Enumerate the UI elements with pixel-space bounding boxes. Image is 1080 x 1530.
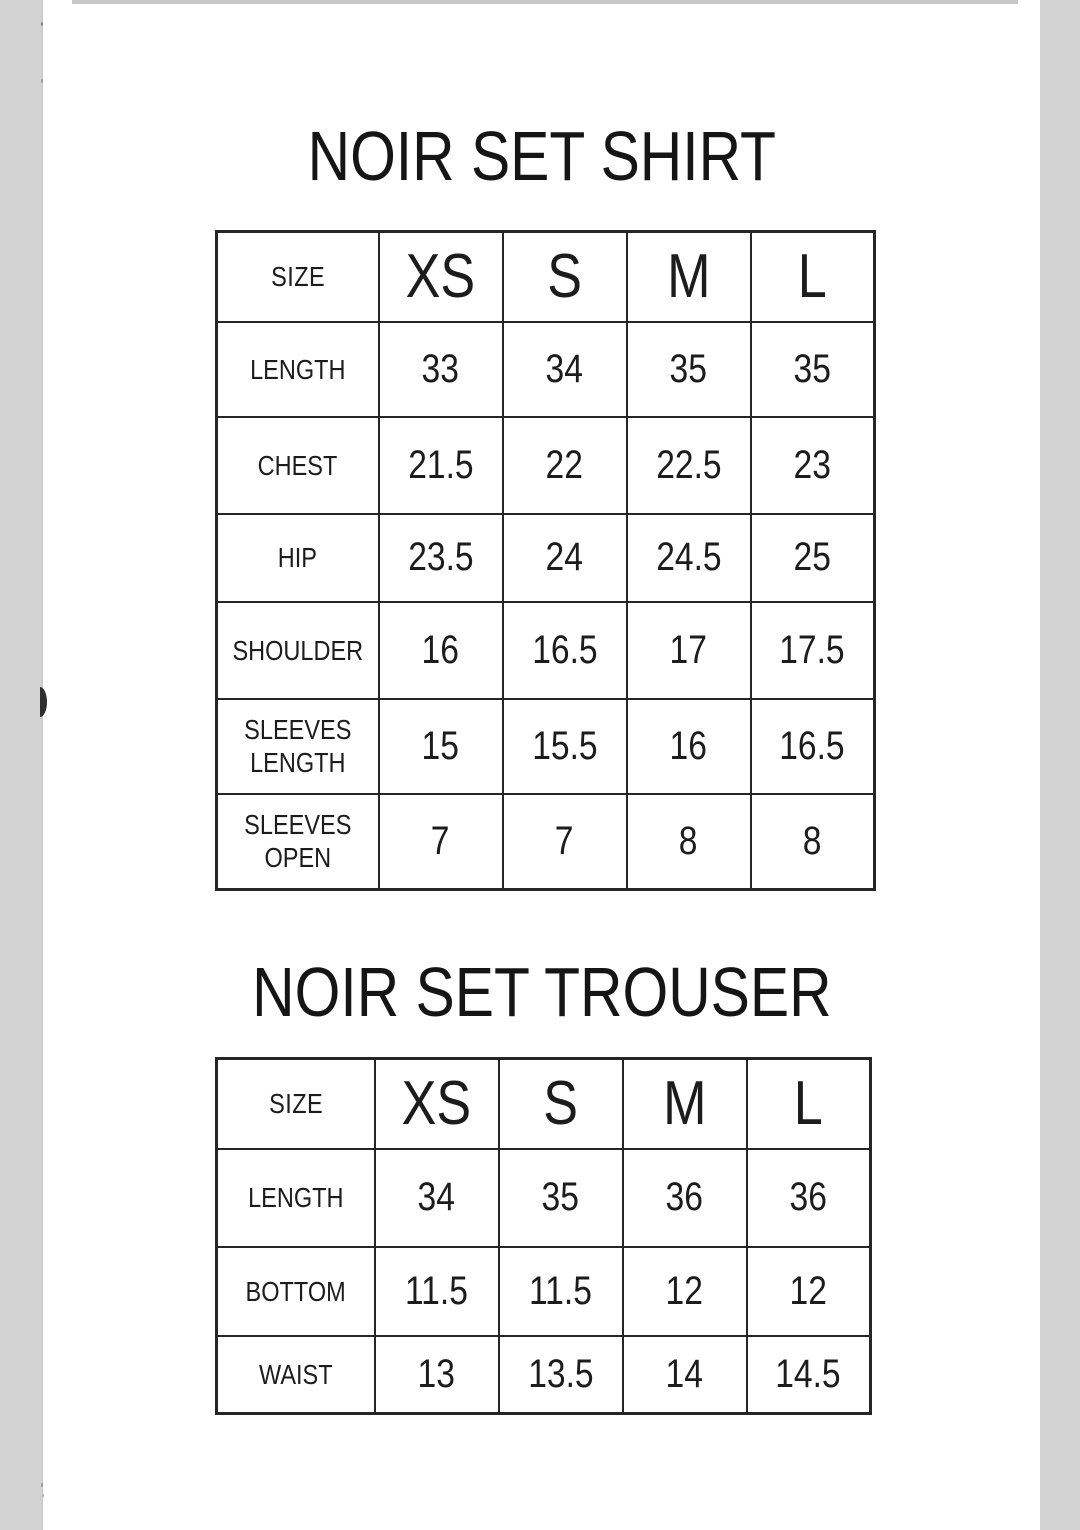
measurement-value-cell (751, 602, 875, 699)
measurement-value: 15.5 (531, 723, 598, 768)
table-row (217, 1149, 871, 1247)
measurement-label-cell (217, 417, 379, 514)
measurement-label-cell (217, 1149, 375, 1247)
measurement-value-cell (747, 1247, 871, 1336)
size-column-label: M (662, 1069, 707, 1139)
measurement-value: 23.5 (407, 535, 474, 579)
measurement-value: 11.5 (529, 1268, 592, 1313)
measurement-value-cell (375, 1247, 499, 1336)
measurement-value-cell (627, 417, 751, 514)
measurement-label-cell (217, 1336, 375, 1414)
measurement-label-cell (217, 1247, 375, 1336)
size-column-label: XS (405, 242, 476, 312)
table-row (217, 232, 875, 322)
size-column-header (747, 1059, 871, 1149)
table-row (217, 602, 875, 699)
size-column-label: S (543, 1069, 578, 1139)
trouser-section-title-text: NOIR SET TROUSER (251, 953, 832, 1031)
measurement-label: SHOULDER (232, 634, 364, 666)
size-corner-label: SIZE (268, 1087, 323, 1119)
measurement-value-cell (627, 794, 751, 890)
measurement-value-cell (503, 699, 627, 794)
measurement-label-cell (217, 699, 379, 794)
measurement-value-cell (751, 417, 875, 514)
measurement-value: 8 (679, 818, 698, 863)
measurement-value-cell (499, 1247, 623, 1336)
table-row (217, 322, 875, 417)
measurement-value: 12 (789, 1268, 827, 1313)
shirt-section-title-text: NOIR SET SHIRT (307, 117, 776, 195)
measurement-value-cell (375, 1149, 499, 1247)
measurement-value: 35 (541, 1175, 580, 1219)
measurement-value: 25 (793, 535, 832, 579)
size-corner-cell (217, 232, 379, 322)
scan-artifact-dot (42, 1494, 44, 1497)
measurement-value-cell (379, 699, 503, 794)
measurement-label: SLEEVES LENGTH (244, 714, 352, 778)
measurement-value-cell (623, 1149, 747, 1247)
measurement-label-cell (217, 322, 379, 417)
measurement-label-cell (217, 514, 379, 602)
measurement-label: WAIST (258, 1358, 333, 1390)
measurement-value: 22 (545, 442, 584, 487)
measurement-label: BOTTOM (245, 1275, 346, 1307)
measurement-value: 35 (669, 346, 708, 391)
measurement-value: 16 (669, 723, 708, 768)
measurement-value: 16.5 (779, 723, 846, 768)
measurement-label: SLEEVES OPEN (244, 809, 352, 874)
measurement-value: 14 (665, 1351, 704, 1396)
table-row (217, 699, 875, 794)
measurement-value-cell (627, 602, 751, 699)
size-corner-label: SIZE (270, 260, 325, 292)
measurement-value-cell (379, 322, 503, 417)
measurement-value: 14.5 (775, 1351, 841, 1396)
size-column-label: XS (401, 1069, 472, 1139)
measurement-value-cell (503, 417, 627, 514)
measurement-value-cell (379, 514, 503, 602)
scan-artifact-dot (41, 79, 43, 83)
measurement-value: 24 (545, 535, 584, 579)
measurement-value: 21.5 (407, 442, 474, 487)
scan-artifact-dot (41, 1483, 43, 1487)
measurement-value-cell (499, 1149, 623, 1247)
shirt-section-title (43, 116, 1040, 196)
measurement-value-cell (623, 1247, 747, 1336)
measurement-value-cell (751, 322, 875, 417)
size-column-label: L (793, 1069, 823, 1139)
size-column-header (375, 1059, 499, 1149)
size-column-label: L (797, 242, 827, 312)
measurement-value-cell (751, 794, 875, 890)
measurement-value-cell (627, 322, 751, 417)
measurement-label: LENGTH (248, 1182, 344, 1213)
measurement-value: 33 (421, 346, 460, 391)
measurement-value: 36 (789, 1175, 827, 1219)
measurement-value: 8 (802, 818, 822, 863)
table-row (217, 417, 875, 514)
measurement-label: LENGTH (250, 353, 346, 385)
measurement-value: 15 (421, 723, 460, 768)
measurement-value: 24.5 (655, 535, 722, 579)
measurement-value: 7 (555, 818, 574, 863)
table-row (217, 514, 875, 602)
measurement-value-cell (375, 1336, 499, 1414)
measurement-value: 16.5 (531, 627, 598, 672)
measurement-value: 12 (665, 1268, 704, 1313)
measurement-value: 22.5 (655, 442, 722, 487)
measurement-value-cell (627, 699, 751, 794)
measurement-value: 34 (545, 346, 584, 391)
trouser-section-title (43, 952, 1040, 1032)
measurement-value-cell (379, 602, 503, 699)
measurement-value-cell (503, 602, 627, 699)
measurement-value: 11.5 (405, 1268, 468, 1313)
size-column-label: M (666, 242, 711, 312)
page-top-edge-line (72, 0, 1018, 4)
measurement-value: 7 (431, 818, 450, 863)
measurement-value-cell (627, 514, 751, 602)
measurement-value-cell (379, 794, 503, 890)
measurement-value: 36 (665, 1175, 704, 1219)
size-column-header (627, 232, 751, 322)
measurement-value-cell (747, 1149, 871, 1247)
measurement-value: 17 (669, 627, 708, 672)
measurement-value-cell (751, 699, 875, 794)
measurement-label: HIP (278, 542, 318, 573)
size-column-header (379, 232, 503, 322)
measurement-value: 17.5 (779, 627, 846, 672)
measurement-value-cell (503, 514, 627, 602)
shirt-size-table (215, 230, 876, 891)
measurement-value: 35 (793, 346, 832, 391)
table-row (217, 1059, 871, 1149)
size-column-header (499, 1059, 623, 1149)
measurement-value: 16 (421, 627, 460, 672)
trouser-size-table (215, 1057, 872, 1415)
table-row (217, 1336, 871, 1414)
measurement-label: CHEST (257, 449, 338, 481)
measurement-value-cell (503, 794, 627, 890)
measurement-value-cell (499, 1336, 623, 1414)
measurement-label-cell (217, 794, 379, 890)
table-row (217, 794, 875, 890)
measurement-value: 34 (417, 1175, 456, 1219)
size-column-header (503, 232, 627, 322)
measurement-value: 13 (417, 1351, 456, 1396)
measurement-value: 13.5 (527, 1351, 594, 1396)
measurement-value-cell (379, 417, 503, 514)
size-corner-cell (217, 1059, 375, 1149)
measurement-value-cell (751, 514, 875, 602)
table-row (217, 1247, 871, 1336)
size-column-header (623, 1059, 747, 1149)
scanned-page (43, 0, 1040, 1530)
scan-artifact-dot (41, 22, 43, 26)
size-column-header (751, 232, 875, 322)
measurement-value-cell (623, 1336, 747, 1414)
size-column-label: S (547, 242, 582, 312)
measurement-value-cell (503, 322, 627, 417)
measurement-value-cell (747, 1336, 871, 1414)
measurement-label-cell (217, 602, 379, 699)
measurement-value: 23 (793, 442, 832, 487)
